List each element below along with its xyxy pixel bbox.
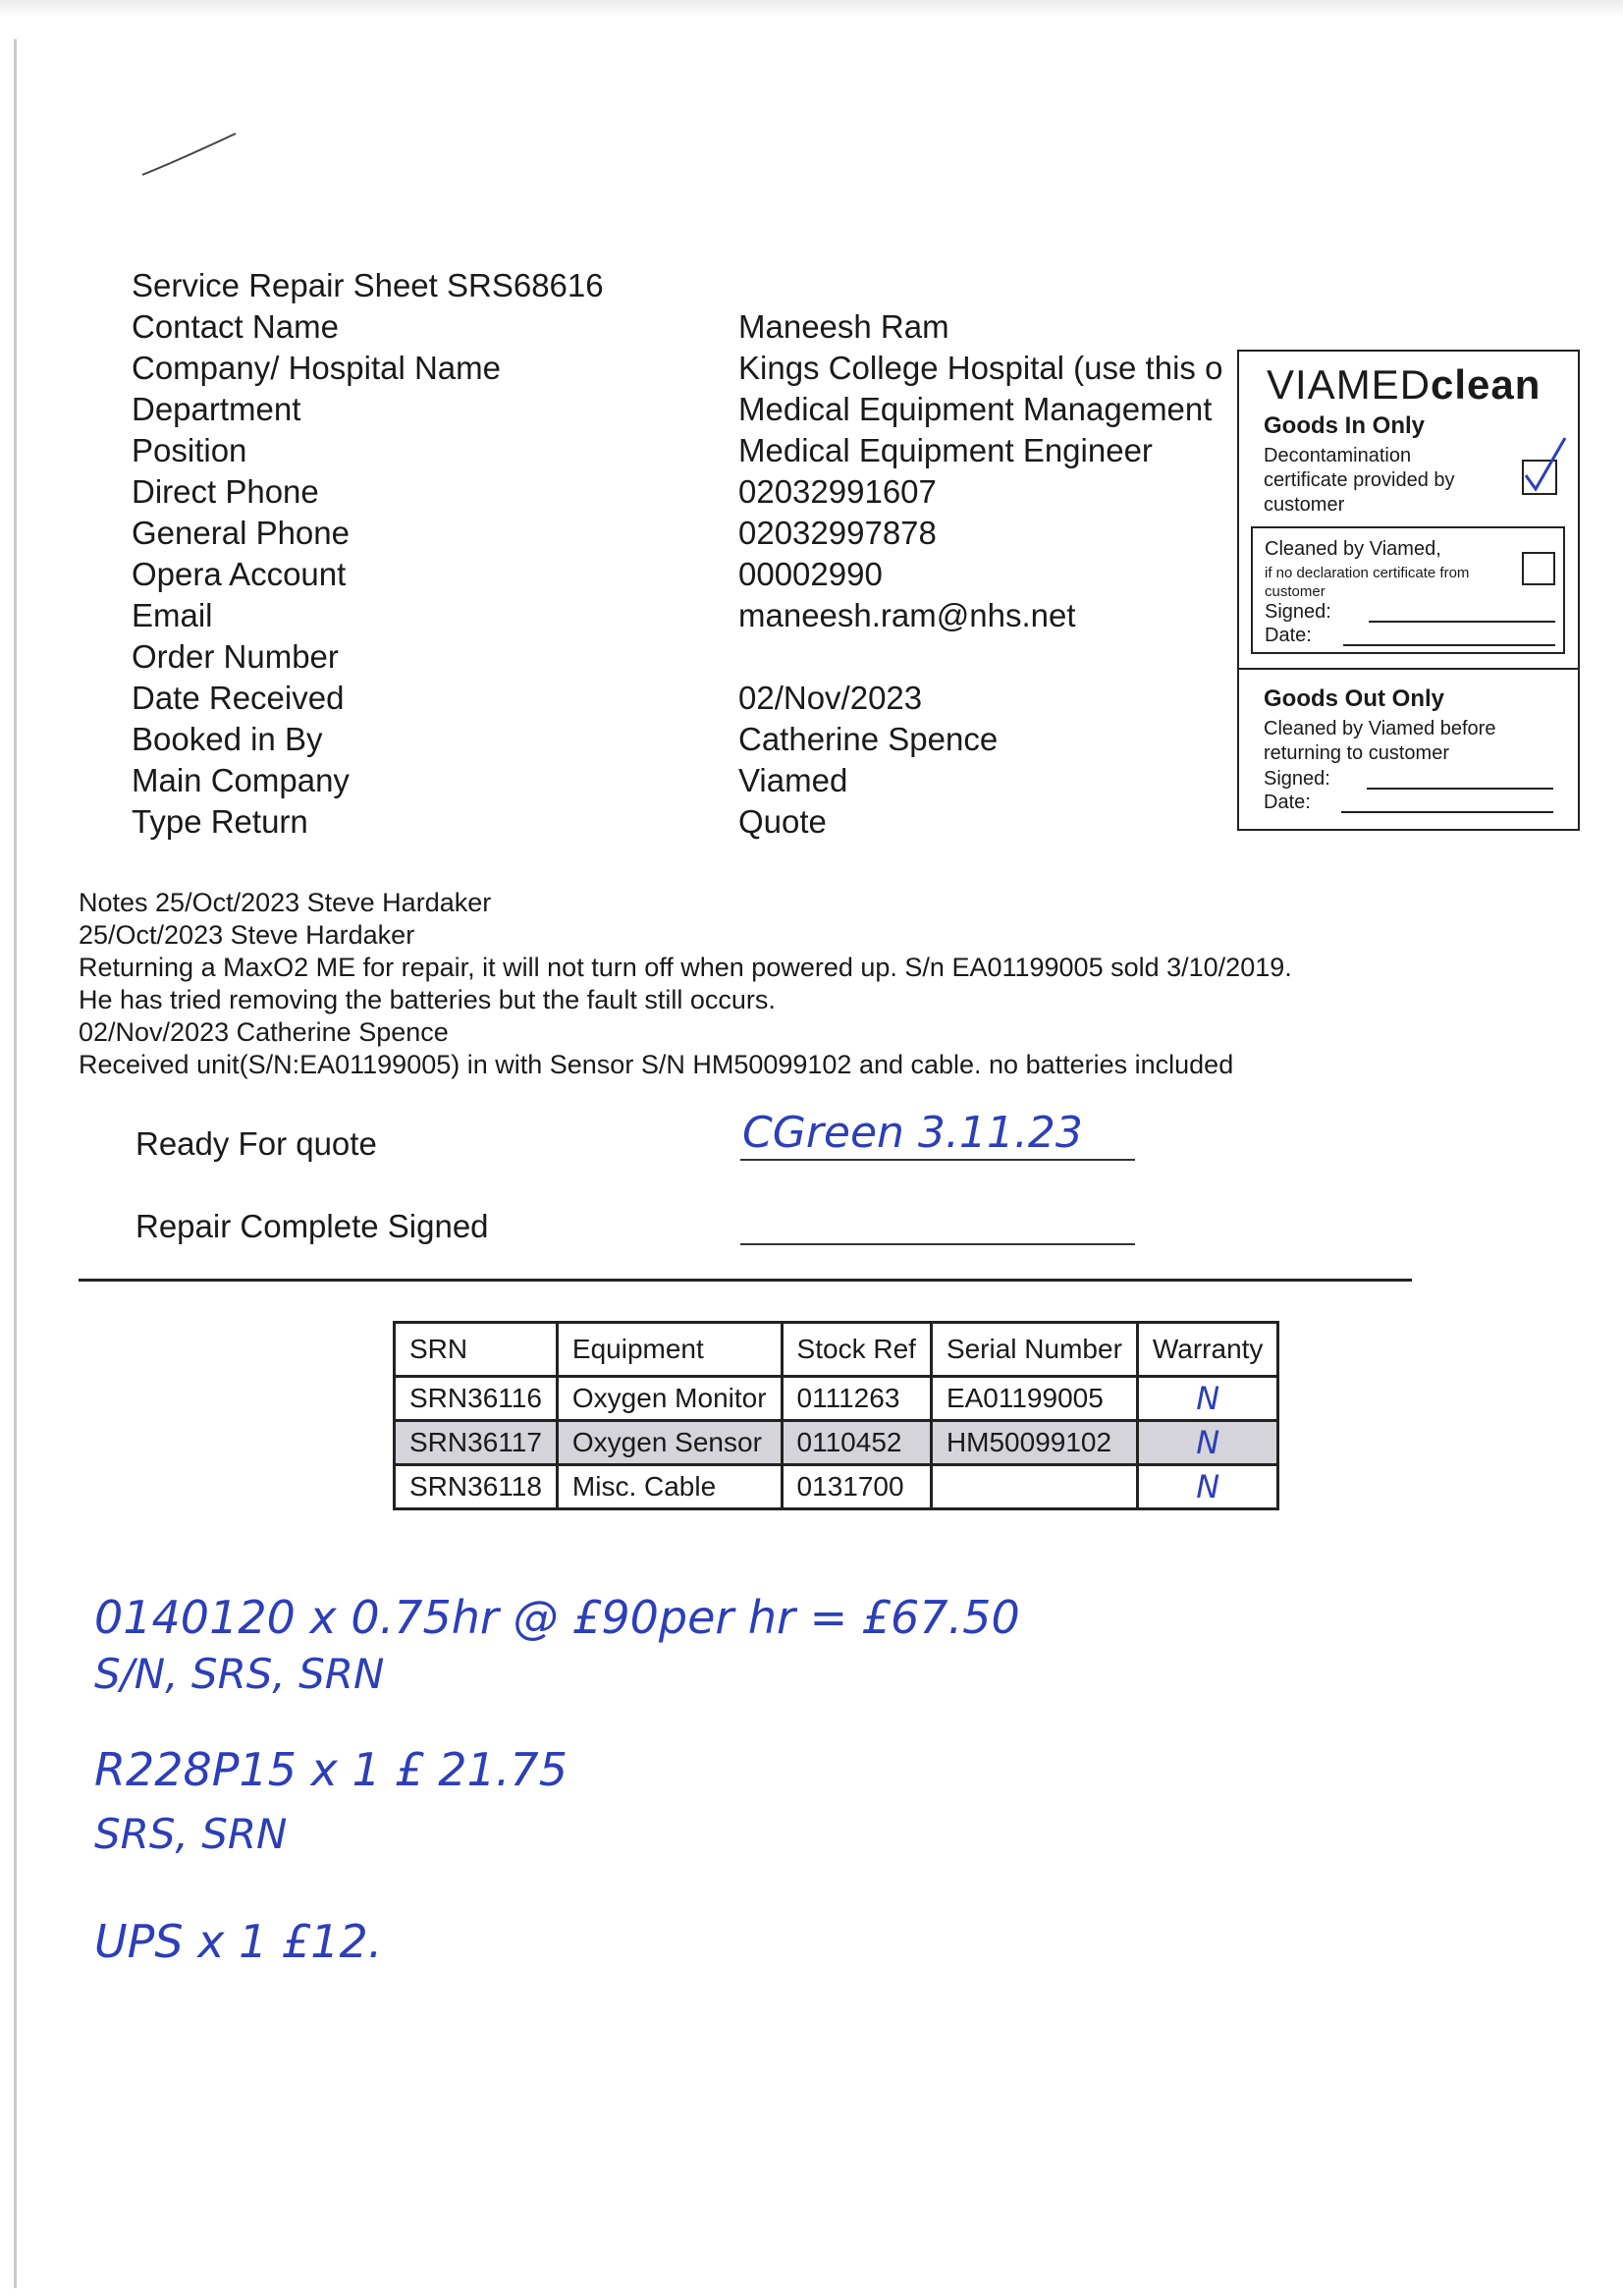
handwritten-tick-icon: [1520, 434, 1569, 493]
value-order-number: [738, 636, 1234, 678]
stamp-brand-bold: clean: [1431, 361, 1542, 408]
value-main-company: Viamed: [738, 762, 848, 798]
value-position: Medical Equipment Engineer: [738, 432, 1153, 468]
value-department: Medical Equipment Management: [738, 391, 1213, 427]
goods-out-date-line: [1341, 811, 1553, 813]
cell-srn: SRN36117: [395, 1421, 558, 1465]
note-line: Returning a MaxO2 ME for repair, it will not turn off when powered up. S/n EA01199005 sold 3/10/2019.: [79, 953, 1292, 982]
value-general-phone: 02032997878: [738, 515, 937, 551]
label-company: Company/ Hospital Name: [132, 350, 501, 386]
value-email: maneesh.ram@nhs.net: [738, 597, 1076, 633]
cell-warranty: N: [1137, 1465, 1278, 1509]
decon-checkbox[interactable]: [1522, 460, 1557, 495]
scan-left-edge: [14, 39, 17, 2288]
equipment-table: [393, 1321, 1279, 1510]
cleaned-by-subtext: if no declaration certificate from customer: [1265, 565, 1470, 600]
value-contact-name: Maneesh Ram: [738, 308, 949, 345]
stamp-divider: [1239, 668, 1578, 670]
table-row: [395, 1421, 1278, 1465]
notes-block: [79, 887, 1292, 1081]
cell-warranty: N: [1137, 1377, 1278, 1421]
cell-serial: EA01199005: [931, 1377, 1137, 1421]
header-stock-ref: Stock Ref: [782, 1323, 931, 1377]
date-line: [1343, 644, 1555, 646]
handwritten-ups-charge: UPS x 1 £12.: [94, 1915, 383, 1968]
note-line: 02/Nov/2023 Catherine Spence: [79, 1017, 449, 1047]
handwritten-part-refs: SRS, SRN: [94, 1810, 288, 1858]
label-main-company: Main Company: [132, 762, 350, 798]
label-general-phone: General Phone: [132, 515, 350, 551]
cell-warranty: N: [1137, 1421, 1278, 1465]
cell-equipment: Misc. Cable: [557, 1465, 782, 1509]
stamp-brand-light: VIAMED: [1267, 361, 1432, 408]
ready-signature-handwritten: CGreen 3.11.23: [742, 1108, 1083, 1158]
cell-stock-ref: 0131700: [782, 1465, 931, 1509]
value-opera-account: 00002990: [738, 556, 883, 592]
goods-out-signed-label: Signed:: [1264, 768, 1330, 790]
viamedclean-stamp: [1237, 350, 1580, 831]
handwritten-labour-charge: 0140120 x 0.75hr @ £90per hr = £67.50: [94, 1591, 1020, 1644]
ready-for-quote-label: Ready For quote: [135, 1125, 377, 1162]
value-company: Kings College Hospital (use this o: [738, 350, 1223, 386]
header-equipment: Equipment: [557, 1323, 782, 1377]
label-type-return: Type Return: [132, 803, 308, 840]
handwritten-labour-refs: S/N, SRS, SRN: [94, 1650, 385, 1698]
cell-equipment: Oxygen Monitor: [557, 1377, 782, 1421]
scan-top-shade: [0, 0, 1623, 18]
cell-stock-ref: 0110452: [782, 1421, 931, 1465]
sheet-title: Service Repair Sheet SRS68616: [132, 267, 604, 303]
date-label: Date:: [1265, 625, 1312, 646]
table-row: [395, 1465, 1278, 1509]
goods-out-heading: Goods Out Only: [1264, 685, 1444, 712]
label-email: Email: [132, 597, 213, 633]
header-srn: SRN: [395, 1323, 558, 1377]
repair-complete-label: Repair Complete Signed: [135, 1208, 489, 1244]
value-date-received: 02/Nov/2023: [738, 680, 923, 716]
header-serial-number: Serial Number: [931, 1323, 1137, 1377]
label-department: Department: [132, 391, 301, 427]
signed-line: [1369, 621, 1555, 623]
note-line: He has tried removing the batteries but the fault still occurs.: [79, 985, 776, 1014]
cell-srn: SRN36116: [395, 1377, 558, 1421]
goods-out-date-label: Date:: [1264, 792, 1311, 813]
cell-stock-ref: 0111263: [782, 1377, 931, 1421]
section-divider: [79, 1279, 1412, 1282]
header-warranty: Warranty: [1137, 1323, 1278, 1377]
cleaned-by-viamed-box: [1251, 526, 1565, 654]
stamp-brand: [1267, 361, 1541, 409]
signed-label: Signed:: [1265, 601, 1331, 623]
value-booked-in-by: Catherine Spence: [738, 721, 999, 757]
note-line: Received unit(S/N:EA01199005) in with Sensor S/N HM50099102 and cable. no batteries included: [79, 1050, 1234, 1079]
label-booked-in-by: Booked in By: [132, 721, 323, 757]
field-labels: [132, 265, 604, 843]
label-contact-name: Contact Name: [132, 308, 339, 345]
field-values: [738, 306, 1234, 843]
label-opera-account: Opera Account: [132, 556, 347, 592]
label-order-number: Order Number: [132, 638, 339, 675]
ready-signature-line: [740, 1159, 1135, 1161]
goods-out-signed-line: [1367, 788, 1553, 790]
cell-srn: SRN36118: [395, 1465, 558, 1509]
label-date-received: Date Received: [132, 680, 345, 716]
label-position: Position: [132, 432, 247, 468]
goods-out-description: Cleaned by Viamed before returning to customer: [1264, 718, 1496, 764]
table-header-row: [395, 1323, 1278, 1377]
note-line: 25/Oct/2023 Steve Hardaker: [79, 920, 415, 950]
value-type-return: Quote: [738, 803, 827, 840]
table-row: [395, 1377, 1278, 1421]
handwritten-part-charge: R228P15 x 1 £ 21.75: [94, 1743, 568, 1796]
cell-serial: HM50099102: [931, 1421, 1137, 1465]
note-line: Notes 25/Oct/2023 Steve Hardaker: [79, 888, 492, 917]
label-direct-phone: Direct Phone: [132, 473, 319, 510]
repair-signature-line: [740, 1243, 1135, 1245]
value-direct-phone: 02032991607: [738, 473, 937, 510]
cleaned-by-text: Cleaned by Viamed,: [1265, 538, 1441, 560]
cell-equipment: Oxygen Sensor: [557, 1421, 782, 1465]
decon-certificate-text: Decontamination certificate provided by customer: [1264, 445, 1455, 516]
goods-in-heading: Goods In Only: [1264, 412, 1426, 439]
pen-stroke-mark: [137, 126, 245, 185]
cleaned-checkbox[interactable]: [1522, 552, 1555, 585]
cell-serial: [931, 1465, 1137, 1509]
